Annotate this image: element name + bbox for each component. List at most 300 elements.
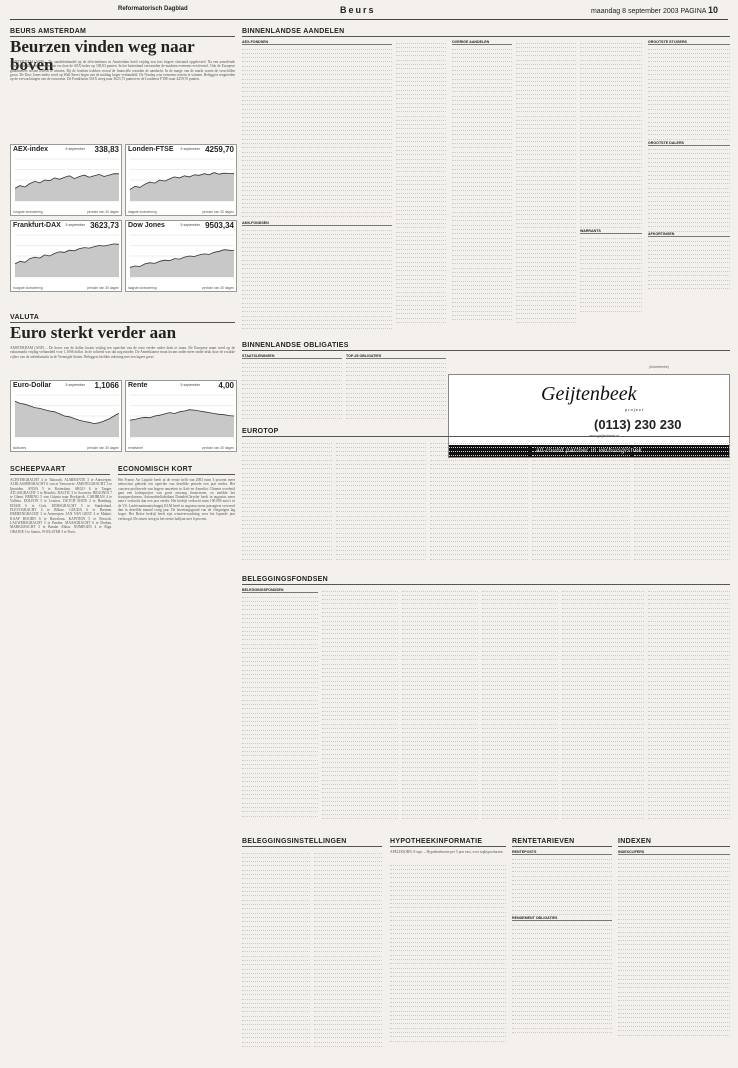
table-row xyxy=(336,496,426,500)
table-row xyxy=(634,474,730,478)
table-row xyxy=(452,252,512,256)
table-row xyxy=(242,63,392,67)
table-row xyxy=(390,879,506,883)
table-row xyxy=(512,877,612,881)
table-row xyxy=(532,492,630,496)
table-row xyxy=(516,220,576,224)
table-row xyxy=(516,212,576,216)
table-row xyxy=(648,738,730,742)
table-row xyxy=(516,113,576,117)
table-row xyxy=(242,1018,310,1022)
table-row xyxy=(648,147,730,151)
table-row xyxy=(562,588,644,592)
table-row xyxy=(396,285,446,289)
table-row xyxy=(634,492,730,496)
table-row xyxy=(242,253,392,257)
table-row xyxy=(242,444,332,448)
table-row xyxy=(322,622,398,626)
table-row xyxy=(322,764,398,768)
table-row xyxy=(242,783,318,787)
table-row xyxy=(242,461,332,465)
table-row xyxy=(242,474,332,478)
table-row xyxy=(580,147,642,151)
table-row xyxy=(242,231,392,235)
table-row xyxy=(390,982,506,986)
table-row xyxy=(242,897,310,901)
table-row xyxy=(482,816,558,820)
table-row xyxy=(396,109,446,113)
table-row xyxy=(618,1011,730,1015)
table-row xyxy=(242,192,392,196)
table-row xyxy=(648,80,730,84)
table-row xyxy=(242,67,392,71)
table-row xyxy=(618,903,730,907)
table-row xyxy=(452,317,512,321)
table-row xyxy=(580,220,642,224)
table-row xyxy=(314,893,382,897)
table-row xyxy=(242,326,392,330)
table-row xyxy=(242,123,392,127)
table-row xyxy=(402,721,478,725)
table-row xyxy=(402,609,478,613)
table-row xyxy=(396,220,446,224)
table-row xyxy=(402,756,478,760)
table-row xyxy=(516,276,576,280)
table-row xyxy=(242,1000,310,1004)
table-row xyxy=(532,449,630,453)
table-row xyxy=(390,965,506,969)
table-row xyxy=(242,1013,310,1017)
table-row xyxy=(562,760,644,764)
table-row xyxy=(242,809,318,813)
table-row xyxy=(396,92,446,96)
table-row xyxy=(390,991,506,995)
section-binnenlandse-obligaties: BINNENLANDSE OBLIGATIES xyxy=(242,342,730,351)
table-row xyxy=(314,854,382,858)
table-row xyxy=(580,248,642,252)
table-row xyxy=(402,678,478,682)
table-row xyxy=(242,880,310,884)
table-row xyxy=(396,246,446,250)
table-row xyxy=(242,762,318,766)
table-row xyxy=(242,663,318,667)
table-row xyxy=(242,300,392,304)
table-row xyxy=(242,594,318,598)
table-row xyxy=(618,1019,730,1023)
table-row xyxy=(242,283,392,287)
table-row xyxy=(242,227,392,231)
table-row xyxy=(336,509,426,513)
table-row xyxy=(322,726,398,730)
table-row xyxy=(396,104,446,108)
table-row xyxy=(618,938,730,942)
table-row xyxy=(482,678,558,682)
table-row xyxy=(242,377,342,381)
table-row xyxy=(314,871,382,875)
table-row xyxy=(648,751,730,755)
table-row xyxy=(322,597,398,601)
table-row xyxy=(242,859,310,863)
table-row xyxy=(648,661,730,665)
table-row xyxy=(314,880,382,884)
table-row xyxy=(482,592,558,596)
table-row xyxy=(242,158,392,162)
table-row xyxy=(648,726,730,730)
table-row xyxy=(346,373,446,377)
chart-ftse-plot xyxy=(126,156,238,206)
table-row xyxy=(322,592,398,596)
table-row xyxy=(242,89,392,93)
table-row xyxy=(562,631,644,635)
table-row xyxy=(322,747,398,751)
table-row xyxy=(516,203,576,207)
hypotheek-intro: APELDOORN, 8 sept. – Hypotheekrente per 5 jaar vast, voor topbyproducten. xyxy=(390,850,504,854)
table-row xyxy=(242,983,310,987)
table-row xyxy=(482,657,558,661)
table-row xyxy=(322,794,398,798)
table-row xyxy=(516,190,576,194)
table-row xyxy=(242,744,318,748)
table-row xyxy=(562,691,644,695)
table-row xyxy=(314,1018,382,1022)
table-row xyxy=(482,738,558,742)
table-row xyxy=(390,1030,506,1034)
table-row xyxy=(390,1038,506,1042)
table-row xyxy=(562,683,644,687)
chart-rente-plot xyxy=(126,392,238,442)
table-row xyxy=(512,886,612,890)
table-row xyxy=(242,162,392,166)
table-row xyxy=(314,945,382,949)
table-row xyxy=(516,233,576,237)
table-row xyxy=(336,483,426,487)
table-row xyxy=(516,40,576,44)
table-row xyxy=(390,957,506,961)
table-row xyxy=(452,235,512,239)
table-row xyxy=(242,543,332,547)
table-row xyxy=(648,247,730,251)
table-row xyxy=(402,601,478,605)
table-row xyxy=(580,79,642,83)
ad-url[interactable]: www.geijtenbeek.nl xyxy=(589,434,619,438)
table-row xyxy=(482,704,558,708)
table-row xyxy=(402,674,478,678)
table-row xyxy=(390,1017,506,1021)
table-row xyxy=(634,457,730,461)
table-row xyxy=(402,730,478,734)
table-row xyxy=(314,1022,382,1026)
table-row xyxy=(396,74,446,78)
table-row xyxy=(452,63,512,67)
table-row xyxy=(242,867,310,871)
section-title: Beurs xyxy=(340,5,376,15)
table-row xyxy=(242,539,332,543)
table-row xyxy=(562,601,644,605)
table-row xyxy=(482,670,558,674)
table-row xyxy=(648,695,730,699)
table-row xyxy=(648,652,730,656)
table-row xyxy=(242,684,318,688)
table-row xyxy=(396,242,446,246)
table-row xyxy=(482,790,558,794)
table-row xyxy=(396,139,446,143)
table-row xyxy=(322,799,398,803)
table-row xyxy=(618,994,730,998)
table-row xyxy=(452,265,512,269)
table-row xyxy=(648,687,730,691)
table-row xyxy=(322,734,398,738)
section-beleggingsinstellingen: BELEGGINGSINSTELLINGEN xyxy=(242,838,382,847)
table-row xyxy=(242,526,332,530)
table-row xyxy=(242,522,332,526)
table-row xyxy=(452,50,512,54)
table-row xyxy=(242,201,392,205)
table-row xyxy=(482,760,558,764)
table-row xyxy=(322,786,398,790)
table-row xyxy=(396,208,446,212)
table-row xyxy=(562,614,644,618)
table-row xyxy=(322,738,398,742)
table-row xyxy=(430,440,528,444)
table-row xyxy=(562,640,644,644)
table-stijgers-dalers: GROOTSTE STIJGERS GROOTSTE DALERS AFKORTINGEN xyxy=(648,40,730,336)
table-row xyxy=(396,319,446,323)
table-row xyxy=(648,640,730,644)
table-row xyxy=(430,535,528,539)
table-row xyxy=(580,100,642,104)
table-row xyxy=(512,1017,612,1021)
table-row xyxy=(336,487,426,491)
table-row xyxy=(314,1026,382,1030)
table-row xyxy=(314,957,382,961)
page-header xyxy=(10,4,728,20)
table-row xyxy=(396,100,446,104)
table-row xyxy=(648,76,730,80)
table-row xyxy=(242,547,332,551)
table-row xyxy=(562,674,644,678)
table-row xyxy=(242,641,318,645)
table-row xyxy=(532,457,630,461)
table-row xyxy=(648,260,730,264)
table-row xyxy=(580,308,642,312)
table-row xyxy=(242,603,318,607)
table-row xyxy=(482,768,558,772)
section-indexen: INDEXEN xyxy=(618,838,730,847)
table-row xyxy=(512,856,612,860)
table-row xyxy=(482,708,558,712)
table-row xyxy=(242,394,342,398)
table-row xyxy=(242,1043,310,1047)
chart-rente-title: Rente xyxy=(128,382,148,389)
table-row xyxy=(242,701,318,705)
table-row xyxy=(242,689,318,693)
table-row xyxy=(648,132,730,136)
article-scheepvaart: ACHTERGRACHT 4 te Takoradi. ALMIRANTE 3 te Antwerpen. ALBLASSERGRACHT 6 van te Vancouver. AMSTELGRACHT 3 te Ijmuiden. ANNA 5 te Rotterdam. ARGO 6 te Tanger. ATLASGRACHT 5 te Brindisi. BALTIC 3 te Szczecin. BEGONIA 7 te Ghent. BERING 5 van Gdynia naar Reykjavik. CARIBIAN 4 te Valletta. DOLFIJN 5 te Leixoes. DUTCH MATE 2 te Hamburg. EDAM 6 te Cork. EEMSGRACHT 5 te Sunderland. FLEVOGRACHT 4 te Bilbao. GOUDA 6 te Bremen. HEERENGRACHT 3 te Antwerpen. JAN VAN GENT 4 te Malmö. KAAP HOORN 6 te Barcelona. KAPITEIN 5 te Rostock. LAUWERSGRACHT 5 te Emden. MAASGRACHT 6 te Durban. MARKGRACHT 5 te Bandar Abbas. NIJMEGEN 4 te Riga. ORANJE 3 te Santos. POOLSTER 5 te Porto. xyxy=(10,478,112,534)
table-row xyxy=(482,687,558,691)
table-row xyxy=(402,631,478,635)
chart-rente-date: 5 september xyxy=(180,383,200,387)
table-row xyxy=(580,74,642,78)
table-row xyxy=(396,259,446,263)
table-row xyxy=(648,657,730,661)
table-row xyxy=(452,214,512,218)
article-beurs: AMSTERDAM (ANP) – De aandelenhandel op de effectenbeurs in Amsterdam heeft vrijdag een fors hogere slotstand opgeleverd. Na een aarzelende opening trokken de koersen aan en sloot de AEX-index op 338,83 punten. In het buitenland vertoonden de markten eveneens een herstel. Ook de Europese graadmeters wisten terrein te winnen. Bij de fondsen trokken vooral de financiële waarden de aandacht. In de marge van de markt waren de verschillen groot. De Dow Jones-index werd op Wall Street begin van de middag hoger verhandeld. De Nasdaq wist eveneens terrein te winnen. Beleggers reageerden op de verwachtingen van de economie. De Frankfurter DAX steeg naar 3623,73 punten en de Londense FTSE naar 4259,70 punten. xyxy=(10,60,235,82)
table-row xyxy=(532,513,630,517)
table-row xyxy=(452,102,512,106)
table-row xyxy=(648,63,730,67)
table-row xyxy=(516,70,576,74)
table-row xyxy=(314,889,382,893)
table-row xyxy=(322,601,398,605)
table-row xyxy=(322,730,398,734)
chart-eurodollar-date: 5 september xyxy=(65,383,85,387)
table-row xyxy=(562,704,644,708)
table-row xyxy=(648,264,730,268)
table-row xyxy=(648,286,730,290)
table-row xyxy=(580,178,642,182)
table-row xyxy=(396,165,446,169)
table-row xyxy=(512,903,612,907)
table-row xyxy=(580,300,642,304)
table-row xyxy=(482,597,558,601)
table-row xyxy=(562,799,644,803)
table-row xyxy=(390,939,506,943)
table-row xyxy=(562,597,644,601)
table-row xyxy=(482,777,558,781)
table-row xyxy=(322,790,398,794)
table-row xyxy=(396,49,446,53)
table-row xyxy=(580,195,642,199)
table-row xyxy=(242,796,318,800)
table-row xyxy=(648,119,730,123)
table-row xyxy=(402,803,478,807)
table-row xyxy=(390,974,506,978)
table-row xyxy=(242,693,318,697)
table-row xyxy=(242,449,332,453)
table-row xyxy=(452,209,512,213)
table-row xyxy=(242,304,392,308)
table-row xyxy=(516,83,576,87)
table-row xyxy=(648,674,730,678)
table-row xyxy=(336,440,426,444)
table-row xyxy=(512,899,612,903)
table-row xyxy=(516,96,576,100)
table-row xyxy=(512,995,612,999)
table-row xyxy=(402,691,478,695)
table-row xyxy=(402,777,478,781)
headline-valuta: Euro sterkt verder aan xyxy=(10,323,177,342)
table-row xyxy=(648,228,730,232)
table-row xyxy=(396,169,446,173)
table-row xyxy=(242,313,392,317)
table-row xyxy=(580,269,642,273)
table-row xyxy=(322,614,398,618)
table-row xyxy=(452,59,512,63)
table-row xyxy=(396,130,446,134)
table-row xyxy=(430,543,528,547)
table-row xyxy=(336,449,426,453)
table-row xyxy=(396,87,446,91)
table-row xyxy=(430,526,528,530)
table-row xyxy=(516,255,576,259)
table-row xyxy=(516,199,576,203)
table-row xyxy=(580,83,642,87)
table-row xyxy=(322,605,398,609)
table-row xyxy=(242,620,318,624)
table-row xyxy=(618,972,730,976)
table-row xyxy=(242,893,310,897)
table-row xyxy=(482,811,558,815)
table-row xyxy=(618,929,730,933)
table-row xyxy=(390,926,506,930)
table-row xyxy=(402,747,478,751)
table-row xyxy=(242,279,392,283)
table-row xyxy=(242,209,392,213)
table-row xyxy=(648,627,730,631)
table-row xyxy=(634,535,730,539)
table-row xyxy=(390,935,506,939)
table-row xyxy=(242,680,318,684)
table-row xyxy=(314,923,382,927)
table-row xyxy=(482,799,558,803)
table-row xyxy=(648,273,730,277)
table-row xyxy=(452,132,512,136)
table-row xyxy=(618,920,730,924)
table-row xyxy=(482,721,558,725)
table-row xyxy=(242,727,318,731)
table-row xyxy=(452,119,512,123)
table-row xyxy=(648,799,730,803)
table-row xyxy=(242,749,318,753)
table-row xyxy=(242,483,332,487)
table-row xyxy=(242,876,310,880)
table-row xyxy=(314,914,382,918)
table-row xyxy=(242,813,318,817)
table-row xyxy=(390,892,506,896)
table-row xyxy=(648,177,730,181)
table-row xyxy=(242,611,318,615)
table-row xyxy=(402,683,478,687)
table-row xyxy=(396,61,446,65)
table-row xyxy=(532,556,630,560)
table-row xyxy=(242,556,332,560)
table-row xyxy=(390,918,506,922)
table-row xyxy=(532,474,630,478)
table-row xyxy=(482,631,558,635)
table-row xyxy=(402,605,478,609)
table-row xyxy=(634,453,730,457)
table-row xyxy=(242,966,310,970)
table-row xyxy=(242,509,332,513)
table-row xyxy=(322,648,398,652)
table-row xyxy=(336,500,426,504)
table-row xyxy=(648,648,730,652)
table-row xyxy=(648,764,730,768)
table-row xyxy=(482,674,558,678)
table-row xyxy=(402,614,478,618)
table-row xyxy=(452,226,512,230)
table-row xyxy=(452,205,512,209)
chart-aex-date: 5 september xyxy=(65,147,85,151)
chart-ftse-value: 4259,70 xyxy=(205,145,234,154)
ad-label: (Advertentie) xyxy=(649,365,670,369)
table-row xyxy=(242,906,310,910)
table-row xyxy=(430,509,528,513)
table-row xyxy=(242,175,392,179)
table-eurotop-4 xyxy=(532,440,630,566)
table-row xyxy=(396,306,446,310)
table-row xyxy=(618,981,730,985)
